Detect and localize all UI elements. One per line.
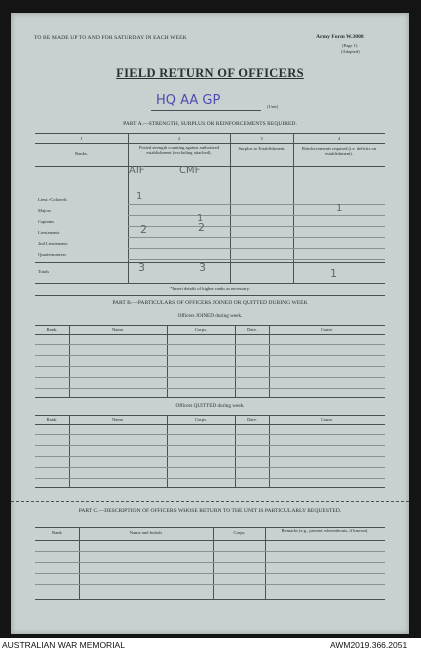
part-a-top-rule <box>35 133 385 134</box>
quitted-title: Officers QUITTED during week. <box>175 403 245 409</box>
form-title: FIELD RETURN OF OFFICERS <box>116 66 304 80</box>
form-adapted: (Adapted) <box>341 49 360 54</box>
unit-name: HQ AA GP <box>156 93 221 108</box>
unit-label: (Unit) <box>267 104 279 109</box>
col-number-4: 4 <box>337 136 341 141</box>
quitted-col-name: Name. <box>111 417 125 422</box>
part-c-title: PART C.—DESCRIPTION OF OFFICERS WHOSE RETURN TO THE UNIT IS PARTICULARLY REQUESTED. <box>78 508 342 514</box>
quitted-col-rank: Rank. <box>46 417 58 422</box>
part-a-vline-3 <box>293 133 294 283</box>
quitted-col-cause: Cause. <box>320 417 334 422</box>
col-number-3: 3 <box>260 136 263 141</box>
joined-title: Officers JOINED during week. <box>177 313 243 319</box>
part-a-vline-1 <box>128 133 129 283</box>
total-aif: 3 <box>138 261 145 274</box>
part-b-title: PART B.—PARTICULARS OF OFFICERS JOINED OR QUITTED DURING WEEK <box>112 300 308 306</box>
part-a-vline-2 <box>230 133 231 283</box>
joined-col-cause: Cause. <box>320 327 334 332</box>
part-c-col-rank: Rank <box>52 530 62 535</box>
part-a-footnote: *Insert details of higher ranks as necessary. <box>170 286 250 291</box>
rank-2nd-lieutenant: 2nd Lieutenants <box>38 241 68 246</box>
value-lieutenant-cmf: 2 <box>198 221 205 234</box>
joined-col-date: Date. <box>247 327 257 332</box>
header-instruction: TO BE MADE UP TO AND FOR SATURDAY IN EACH WEEK <box>34 35 187 41</box>
joined-col-name: Name. <box>111 327 125 332</box>
unit-underline <box>151 110 261 111</box>
total-cmf: 3 <box>199 261 206 274</box>
quitted-col-corps: Corps. <box>194 417 208 422</box>
col-header-posted: Posted strength counting against authorized establishment (excluding attached). <box>138 145 220 155</box>
value-captain-cmf: 1 <box>197 213 204 224</box>
footer-accession: AWM2019.366.2051 <box>330 640 408 650</box>
col-header-ranks: Ranks. <box>75 151 88 156</box>
form-number: Army Form W.3008 <box>316 34 364 40</box>
value-lieutenant-aif: 2 <box>140 223 147 236</box>
value-major-reinforcement: 1 <box>336 203 343 214</box>
col-number-1: 1 <box>80 136 83 141</box>
form-sheet <box>11 13 409 634</box>
part-a-number-rule <box>35 143 385 144</box>
part-c-col-name: Name and Initials <box>129 530 163 535</box>
part-b-divider <box>35 295 385 296</box>
value-lt-col-aif: 1 <box>136 191 143 202</box>
rank-lieutenant: Lieutenants <box>38 230 60 235</box>
part-c-col-remarks: Remarks (e.g., present whereabouts, if known). <box>281 528 369 533</box>
rank-major: Majors <box>38 208 52 213</box>
col-number-2: 2 <box>177 136 181 141</box>
col-header-surplus: Surplus to Establishment. <box>238 146 286 151</box>
part-c-col-corps: Corps <box>233 530 245 535</box>
quitted-col-date: Date. <box>247 417 257 422</box>
subheader-cmf: CMF <box>179 165 201 176</box>
joined-col-corps: Corps. <box>194 327 208 332</box>
totals-label: Totals <box>38 269 50 274</box>
total-reinforcement: 1 <box>330 267 337 280</box>
subheader-aif: AIF <box>129 165 145 176</box>
footer-source: AUSTRALIAN WAR MEMORIAL <box>2 640 125 650</box>
rank-quartermaster: Quartermasters <box>38 252 67 257</box>
part-c-cut-line <box>11 501 409 502</box>
rank-captain: Captains <box>38 219 55 224</box>
part-a-header-rule <box>35 166 385 167</box>
form-page: (Page 1) <box>342 43 358 48</box>
joined-col-rank: Rank. <box>46 327 58 332</box>
col-header-reinforcements: Reinforcements required (i.e. deficits on establishment). <box>301 146 377 156</box>
part-a-bottom-rule <box>35 283 385 284</box>
rank-lt-col: Lieut.-Colonels <box>38 197 67 202</box>
part-a-title: PART A.—STRENGTH, SURPLUS OR REINFORCEMENTS REQUIRED. <box>123 121 297 127</box>
part-a-totals-rule <box>35 262 385 263</box>
